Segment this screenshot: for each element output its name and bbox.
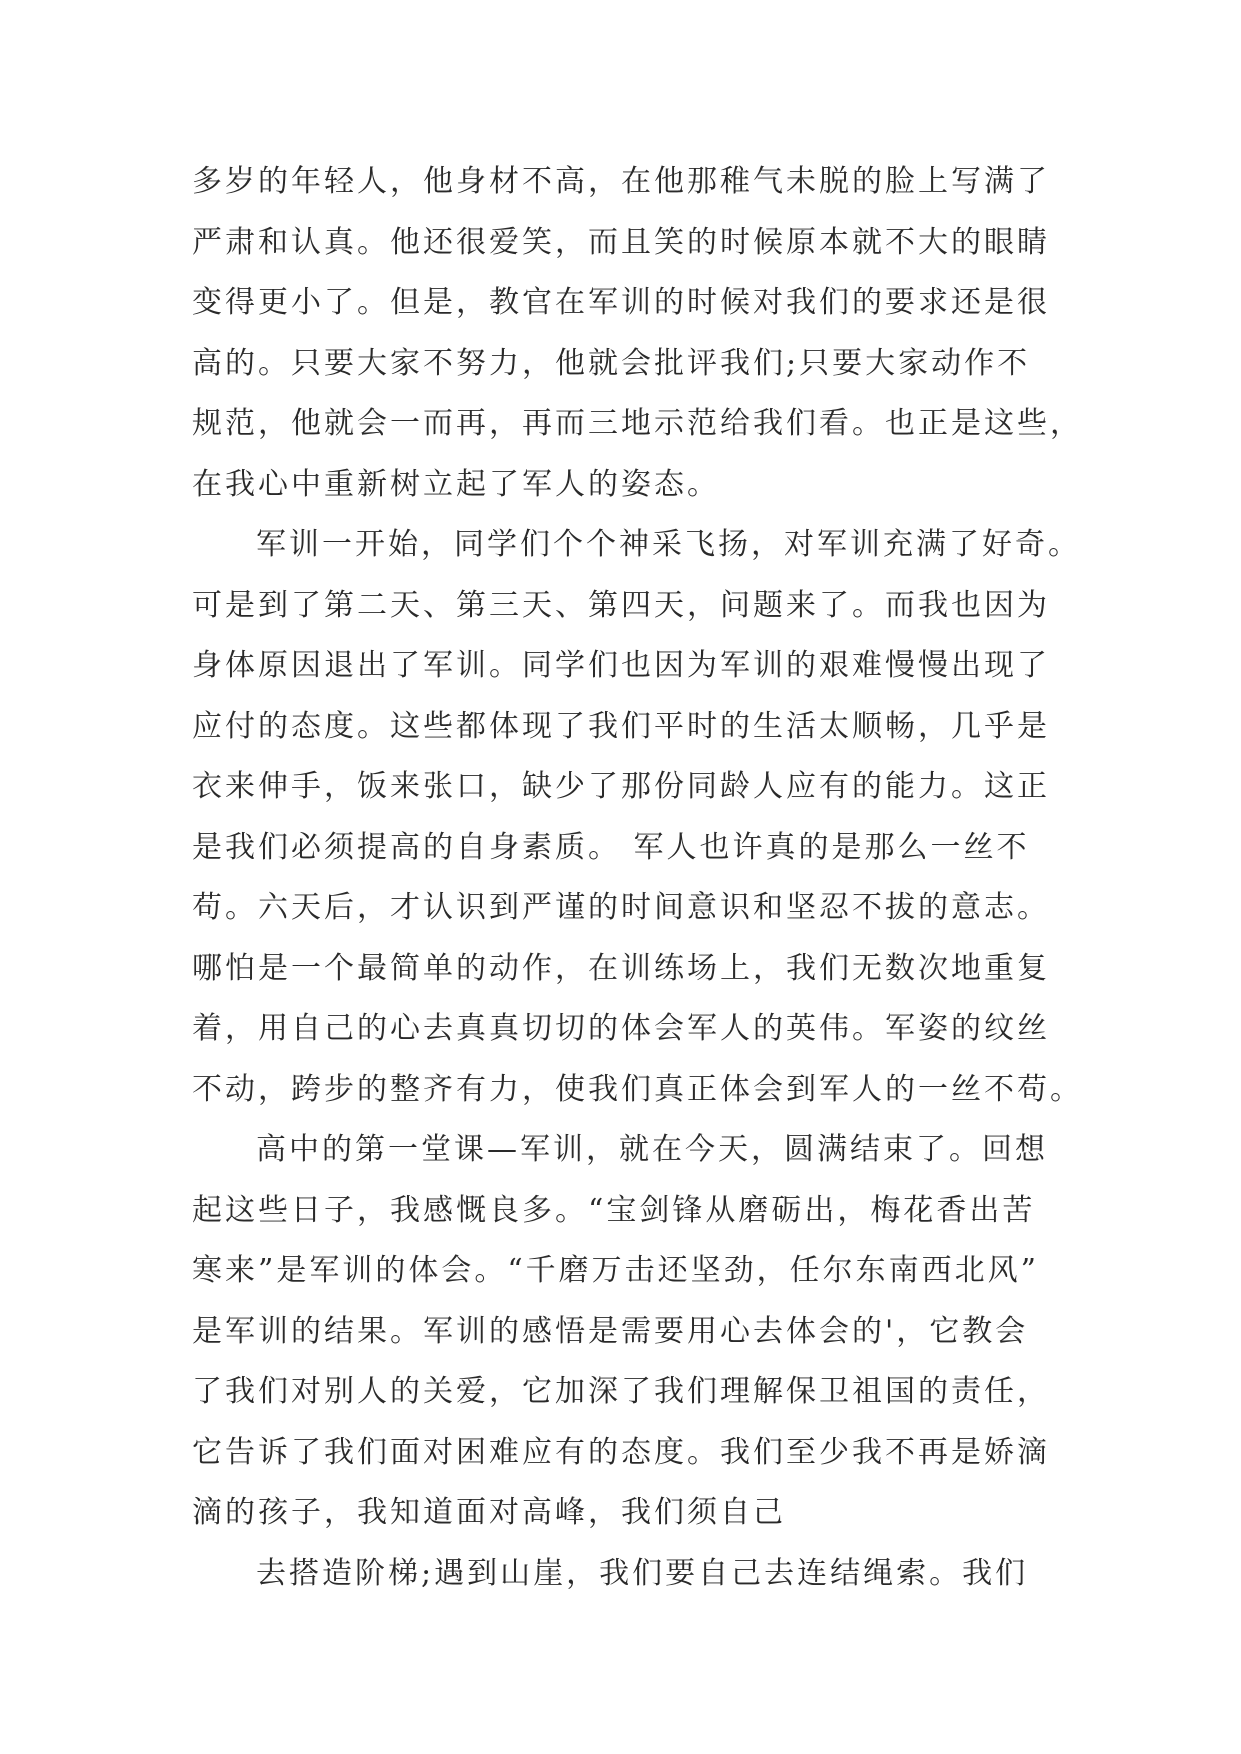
text-line: 寒来”是军训的体会。“千磨万击还坚劲，任尔东南西北风” (192, 1253, 1040, 1288)
text-line: 在我心中重新树立起了军人的姿态。 (192, 466, 720, 502)
text-line: 它告诉了我们面对困难应有的态度。我们至少我不再是娇滴 (192, 1434, 1050, 1470)
text-line: 苟。六天后，才认识到严谨的时间意识和坚忍不拔的意志。 (192, 890, 1050, 925)
text-line: 规范，他就会一而再，再而三地示范给我们看。也正是这些， (192, 406, 1083, 441)
paragraph-first-line: 高中的第一堂课—军训，就在今天，圆满结束了。回想 (256, 1132, 1048, 1167)
text-line: 可是到了第二天、第三天、第四天，问题来了。而我也因为 (192, 587, 1050, 623)
text-line: 不动，跨步的整齐有力，使我们真正体会到军人的一丝不苟。 (192, 1071, 1083, 1107)
text-line: 变得更小了。但是，教官在军训的时候对我们的要求还是很 (192, 285, 1050, 320)
text-line: 是军训的结果。军训的感悟是需要用心去体会的'，它教会 (192, 1313, 1029, 1349)
document-body (192, 152, 1083, 1604)
text-line: 多岁的年轻人，他身材不高，在他那稚气未脱的脸上写满了 (192, 164, 1050, 199)
text-line: 身体原因退出了军训。同学们也因为军训的艰难慢慢出现了 (192, 648, 1050, 683)
text-line: 应付的态度。这些都体现了我们平时的生活太顺畅，几乎是 (192, 708, 1050, 744)
text-line: 严肃和认真。他还很爱笑，而且笑的时候原本就不大的眼睛 (192, 224, 1050, 260)
text-line: 哪怕是一个最简单的动作，在训练场上，我们无数次地重复 (192, 950, 1050, 986)
text-line: 着，用自己的心去真真切切的体会军人的英伟。军姿的纹丝 (192, 1011, 1050, 1046)
text-line: 了我们对别人的关爱，它加深了我们理解保卫祖国的责任， (192, 1374, 1050, 1409)
text-line: 是我们必须提高的自身素质。 军人也许真的是那么一丝不 (192, 829, 1030, 865)
text-line: 滴的孩子，我知道面对高峰，我们须自己 (192, 1495, 786, 1530)
text-line: 高的。只要大家不努力，他就会批评我们;只要大家动作不 (192, 345, 1031, 381)
paragraph-first-line: 军训一开始，同学们个个神采飞扬，对军训充满了好奇。 (256, 527, 1081, 562)
text-line: 衣来伸手，饭来张口，缺少了那份同龄人应有的能力。这正 (192, 769, 1050, 804)
paragraph-first-line: 去搭造阶梯;遇到山崖，我们要自己去连结绳索。我们 (256, 1555, 1029, 1591)
text-line: 起这些日子，我感慨良多。“宝剑锋从磨砺出，梅花香出苦 (192, 1192, 1036, 1228)
